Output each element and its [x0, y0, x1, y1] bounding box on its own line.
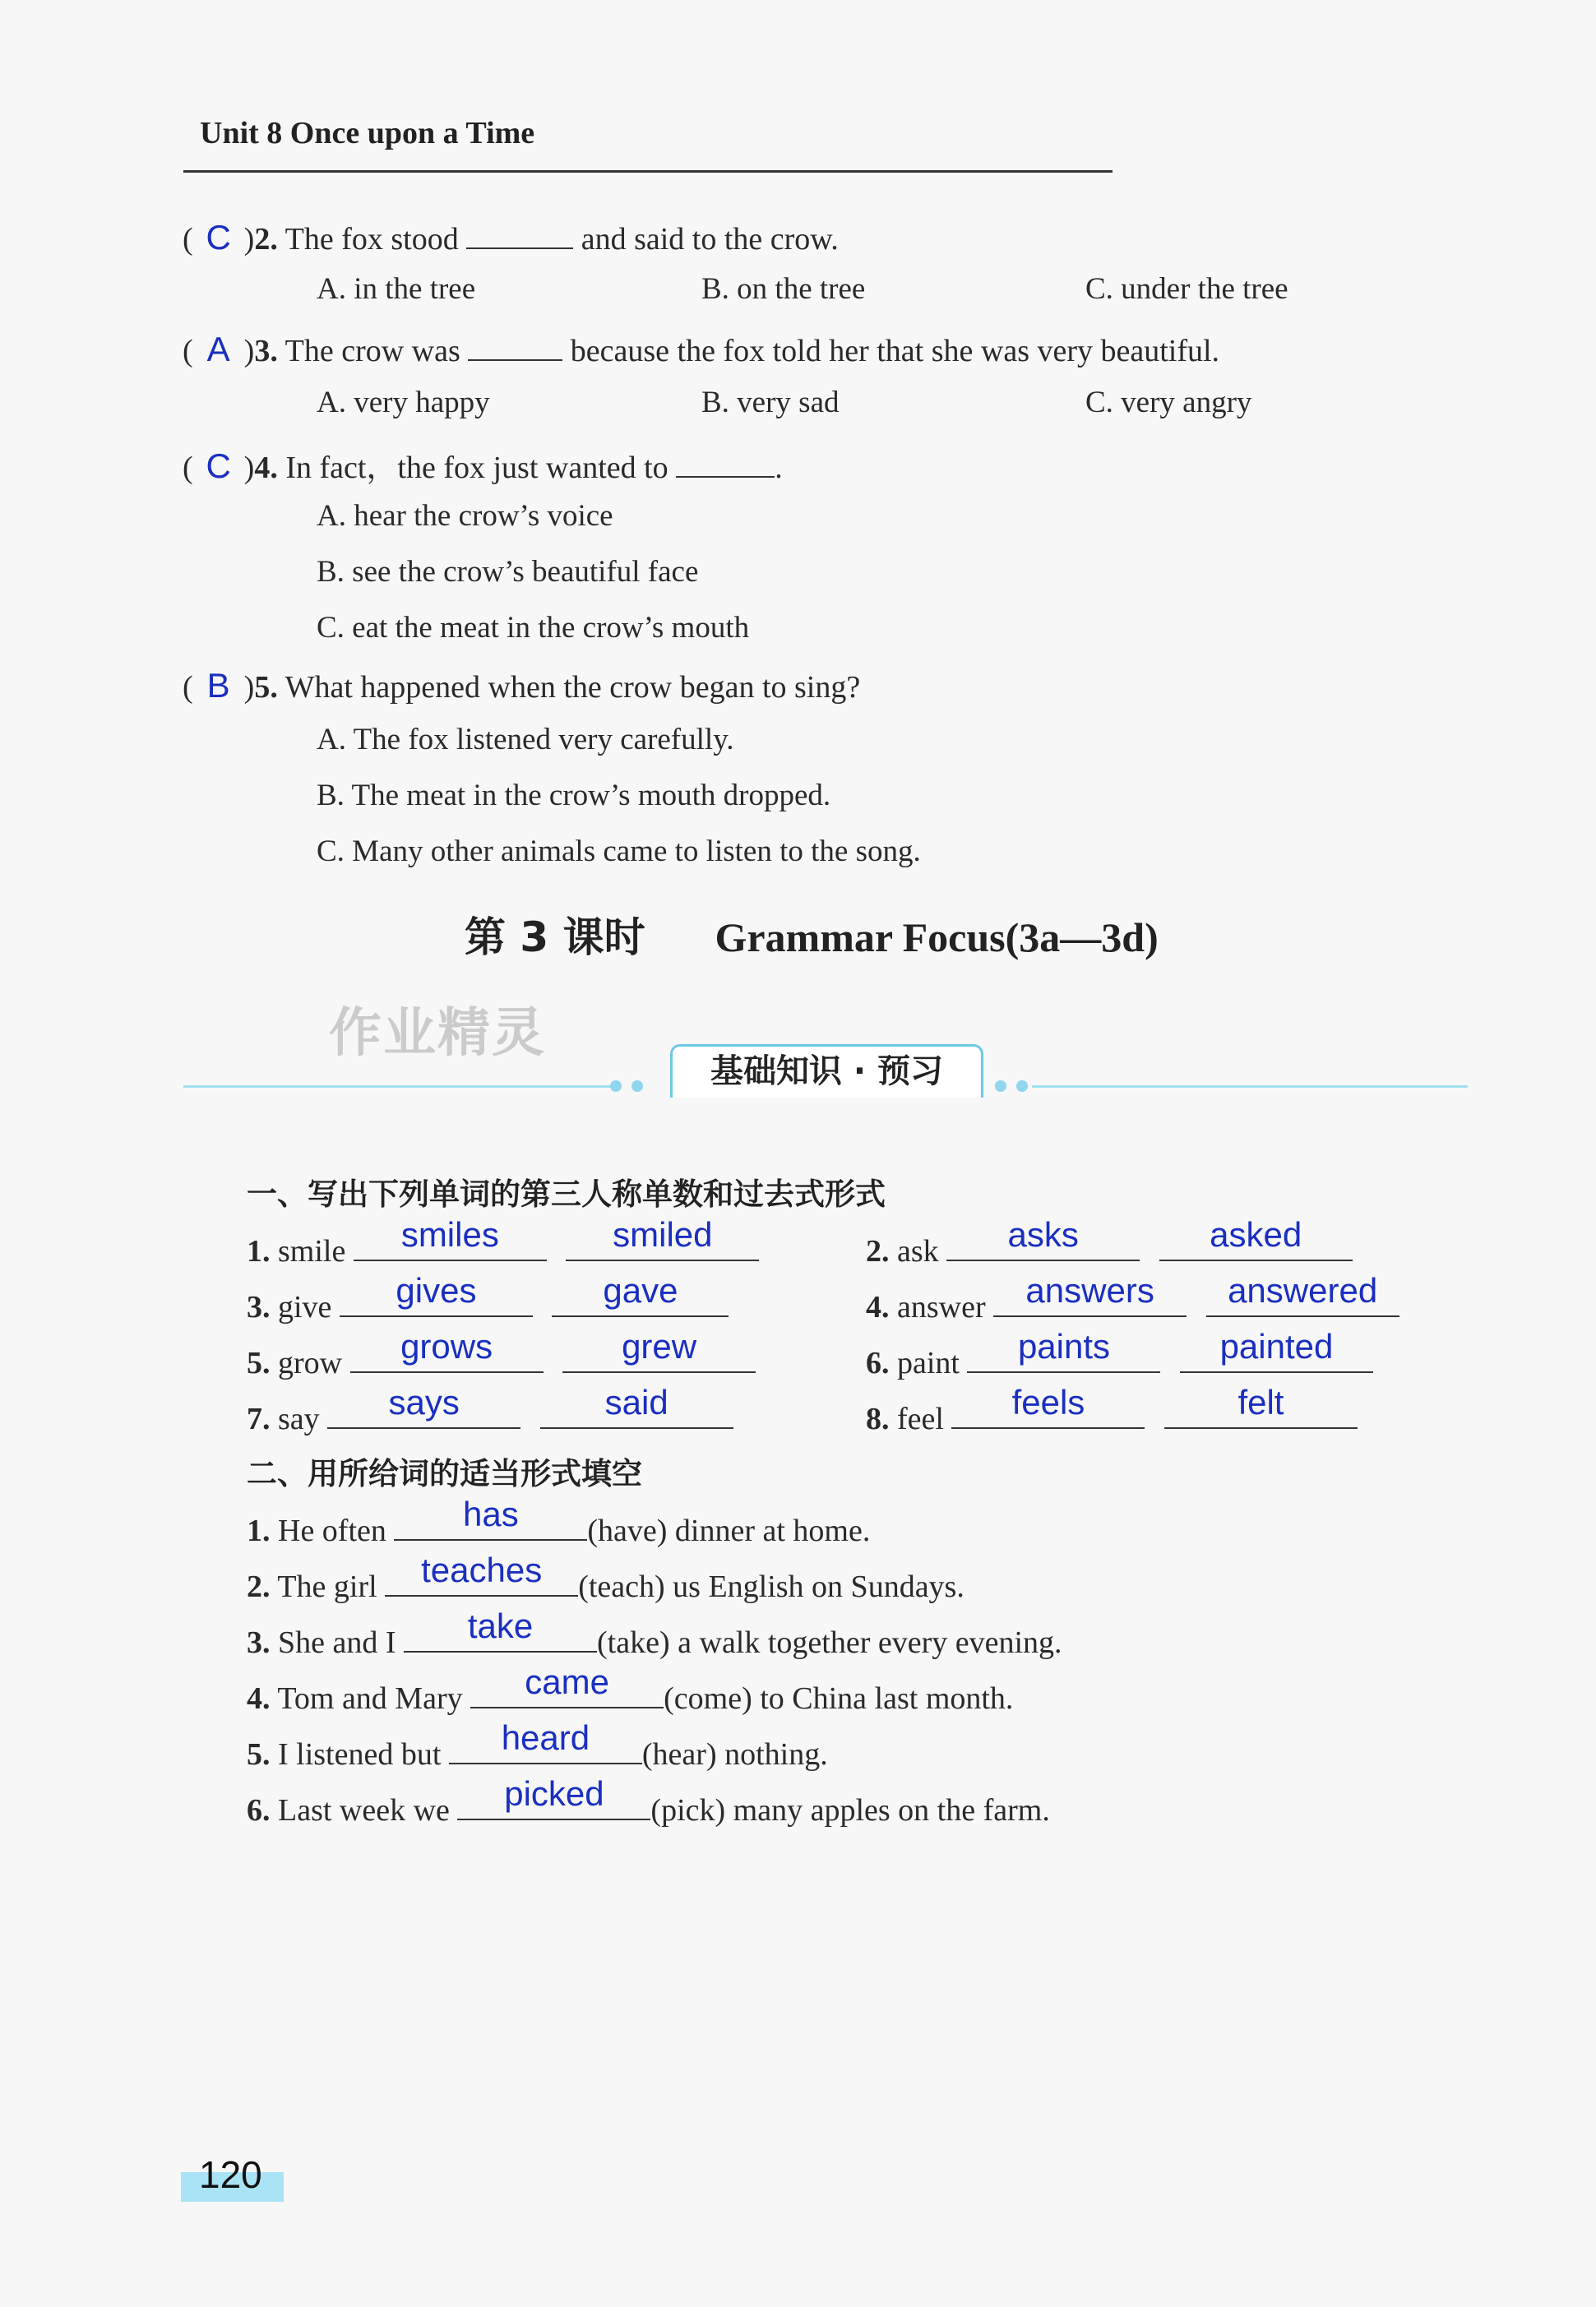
question-text-rest: because the fox told her that she was very beautiful. [570, 334, 1220, 368]
option-a: A. hear the crow’s voice [317, 499, 613, 533]
past-tense-answer: answered [1228, 1271, 1378, 1310]
lesson-number: 第 3 课时 [465, 913, 645, 961]
word-item-4: 4. answer answers answered [866, 1284, 1399, 1325]
question-text: What happened when the crow began to sing? [285, 670, 861, 705]
section-label: 基础知识 · 预习 [670, 1044, 983, 1098]
question-text-rest: . [775, 451, 783, 485]
option-a: A. very happy [317, 386, 490, 419]
answer-blank [468, 328, 562, 361]
question-text: The crow was [285, 334, 460, 368]
question-text: The fox stood [285, 222, 459, 257]
past-tense-answer: grew [622, 1327, 697, 1366]
fill-answer: picked [504, 1774, 604, 1813]
question-4: ( C )4. In fact，the fox just wanted to . [183, 446, 783, 485]
word: ask [897, 1234, 939, 1269]
fill-blank [470, 1662, 664, 1708]
third-person-answer: paints [1017, 1327, 1111, 1366]
third-person-blank [951, 1383, 1145, 1429]
lesson-title [465, 904, 1159, 964]
fill-item-3: 3. She and I take (take) a walk together every evening. [247, 1607, 1062, 1660]
word: say [278, 1402, 320, 1436]
option-c: C. Many other animals came to listen to the song. [317, 834, 921, 868]
third-person-answer: smiles [400, 1215, 499, 1254]
fill-item-4: 4. Tom and Mary came (come) to China last month. [247, 1662, 1014, 1716]
past-tense-blank [540, 1383, 733, 1429]
third-person-answer: answers [1025, 1271, 1154, 1310]
past-tense-blank [566, 1215, 759, 1261]
question-2: ( C )2. The fox stood and said to the crow. [183, 218, 839, 257]
past-tense-blank [1159, 1215, 1353, 1261]
option-c: C. under the tree [1085, 272, 1288, 306]
word-item-2: 2. ask asks asked [866, 1228, 1353, 1269]
fill-answer: came [525, 1662, 609, 1701]
word: grow [278, 1346, 343, 1380]
fill-item-1: 1. He often has (have) dinner at home. [247, 1495, 871, 1548]
fill-answer: teaches [421, 1551, 543, 1589]
fill-blank [404, 1607, 597, 1653]
word-item-6: 6. paint paints painted [866, 1340, 1373, 1381]
option-c: C. very angry [1085, 386, 1252, 419]
section-dot [995, 1080, 1006, 1092]
question-5: ( B )5. What happened when the crow began to sing? [183, 666, 861, 705]
option-b: B. very sad [701, 386, 840, 419]
answer-mark: C [206, 446, 231, 485]
fill-answer: has [463, 1495, 519, 1533]
part2-title: 二、用所给词的适当形式填空 [247, 1456, 642, 1491]
fill-blank [449, 1718, 642, 1764]
fill-item-6: 6. Last week we picked (pick) many apples on the farm. [247, 1774, 1050, 1828]
section-dot [631, 1080, 643, 1092]
third-person-answer: says [388, 1383, 460, 1422]
past-tense-blank [1180, 1327, 1373, 1373]
unit-header: Unit 8 Once upon a Time [200, 116, 535, 150]
past-tense-answer: asked [1210, 1215, 1302, 1254]
third-person-answer: grows [400, 1327, 493, 1366]
third-person-blank [340, 1271, 533, 1317]
word-item-5: 5. grow grows grew [247, 1340, 756, 1381]
watermark: 作业精灵 [329, 1003, 546, 1064]
past-tense-blank [1206, 1271, 1399, 1317]
option-b: B. see the crow’s beautiful face [317, 555, 699, 589]
lesson-topic: Grammar Focus(3a—3d) [715, 914, 1159, 960]
third-person-blank [327, 1383, 520, 1429]
fill-blank [457, 1774, 650, 1820]
fill-answer: take [467, 1607, 534, 1645]
word: answer [897, 1290, 986, 1325]
section-dot [1016, 1080, 1028, 1092]
past-tense-answer: gave [603, 1271, 678, 1310]
answer-mark: C [206, 218, 231, 257]
third-person-answer: asks [1007, 1215, 1079, 1254]
question-text-rest: and said to the crow. [581, 222, 839, 257]
word: give [278, 1290, 332, 1325]
third-person-answer: feels [1011, 1383, 1085, 1422]
section-line-right [1032, 1085, 1468, 1088]
option-b: B. The meat in the crow’s mouth dropped. [317, 779, 831, 812]
past-tense-answer: said [604, 1383, 668, 1422]
third-person-answer: gives [396, 1271, 477, 1310]
third-person-blank [993, 1271, 1187, 1317]
answer-mark: B [206, 666, 230, 705]
option-a: A. in the tree [317, 272, 476, 306]
word-item-8: 8. feel feels felt [866, 1396, 1358, 1437]
part1-title: 一、写出下列单词的第三人称单数和过去式形式 [247, 1177, 886, 1212]
fill-blank [385, 1551, 578, 1597]
option-c: C. eat the meat in the crow’s mouth [317, 611, 750, 645]
answer-mark: A [206, 330, 230, 368]
question-number: 2. [254, 222, 278, 257]
answer-blank [466, 216, 573, 249]
word: smile [278, 1234, 346, 1269]
past-tense-answer: smiled [613, 1215, 713, 1254]
third-person-blank [354, 1215, 547, 1261]
word-item-3: 3. give gives gave [247, 1284, 729, 1325]
answer-blank [676, 445, 775, 478]
header-rule [183, 170, 1113, 173]
question-number: 4. [254, 451, 278, 485]
past-tense-answer: painted [1219, 1327, 1334, 1366]
option-a: A. The fox listened very carefully. [317, 723, 734, 756]
page-number: 120 [199, 2153, 262, 2196]
third-person-blank [946, 1215, 1140, 1261]
fill-item-2: 2. The girl teaches (teach) us English on Sundays. [247, 1551, 965, 1604]
fill-blank [394, 1495, 587, 1541]
past-tense-blank [1164, 1383, 1358, 1429]
section-line-left [183, 1085, 611, 1088]
fill-answer: heard [501, 1718, 590, 1757]
question-number: 3. [254, 334, 278, 368]
fill-item-5: 5. I listened but heard (hear) nothing. [247, 1718, 828, 1772]
past-tense-answer: felt [1237, 1383, 1284, 1422]
word-item-1: 1. smile smiles smiled [247, 1228, 759, 1269]
question-text: In fact，the fox just wanted to [285, 451, 668, 485]
question-number: 5. [254, 670, 278, 705]
section-dot [610, 1080, 622, 1092]
third-person-blank [967, 1327, 1160, 1373]
option-b: B. on the tree [701, 272, 866, 306]
word: paint [897, 1346, 960, 1380]
past-tense-blank [562, 1327, 756, 1373]
word: feel [897, 1402, 944, 1436]
question-3: ( A )3. The crow was because the fox told her that she was very beautiful. [183, 330, 1220, 368]
word-item-7: 7. say says said [247, 1396, 733, 1437]
third-person-blank [350, 1327, 544, 1373]
past-tense-blank [552, 1271, 729, 1317]
